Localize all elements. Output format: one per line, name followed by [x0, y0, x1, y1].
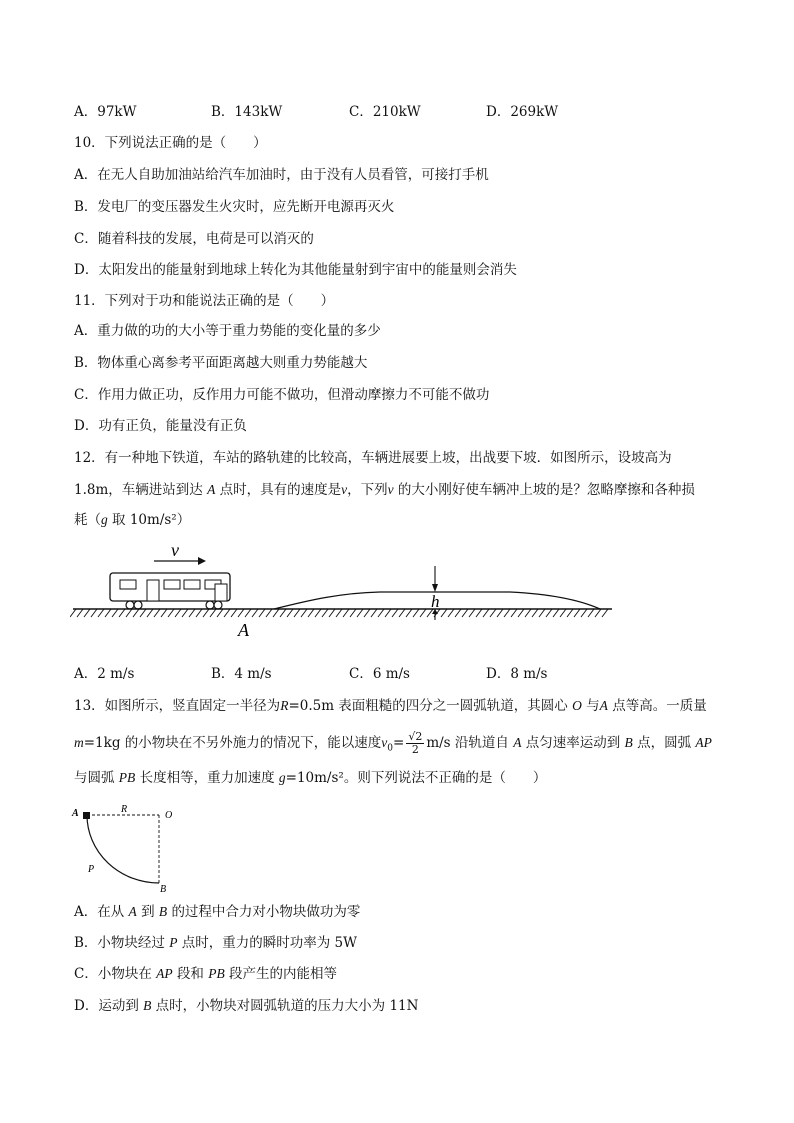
q12-stem-line1: 12．有一种地下铁道，车站的路轨建的比较高，车辆进展要上坡，出战要下坡．如图所示，设坡高为	[74, 450, 672, 466]
radius-label: R	[121, 804, 128, 815]
velocity-arrow-head	[198, 557, 206, 565]
speed-fraction: $\frac{√2}{2}$	[408, 730, 423, 756]
q13-stem-line2: m=1kg 的小物块在不另外施力的情况下，能以速度$v_0=$ $\frac{√2}{2}$ m/s 沿轨道自 A 点匀速率运动到 B 点，圆弧 AP	[74, 730, 712, 756]
q9-option-a: A．97kW	[74, 104, 137, 120]
height-label: h	[431, 592, 440, 611]
q12-option-a: A．2 m/s	[74, 666, 135, 682]
q9-option-d: D．269kW	[486, 104, 559, 120]
q13-arc-track-figure	[68, 800, 183, 895]
q10-option-c: C．随着科技的发展，电荷是可以消灭的	[74, 231, 314, 247]
q12-train-slope-figure	[70, 538, 615, 643]
q13-option-a: A．在从 A 到 B 的过程中合力对小物块做功为零	[74, 904, 361, 920]
center-o-label: O	[165, 810, 173, 821]
q12-option-c: C．6 m/s	[349, 666, 410, 682]
q11-option-b: B．物体重心离参考平面距离越大则重力势能越大	[74, 355, 368, 371]
q11-option-c: C．作用力做正功，反作用力可能不做功，但滑动摩擦力不可能不做功	[74, 387, 490, 403]
small-block	[83, 812, 90, 819]
quarter-arc-track	[87, 815, 159, 883]
q11-option-a: A．重力做的功的大小等于重力势能的变化量的多少	[74, 323, 381, 339]
q9-option-b: B．143kW	[211, 104, 283, 120]
q11-option-d: D．功有正负，能量没有正负	[74, 418, 247, 434]
point-a-label: A	[238, 620, 249, 640]
q13-stem-line1: 13．如图所示，竖直固定一半径为R=0.5m 表面粗糙的四分之一圆弧轨道，其圆心 O 与A 点等高。一质量	[74, 698, 707, 714]
q12-stem-line3: 耗（g 取 10m/s²）	[74, 512, 191, 528]
q13-option-b: B．小物块经过 P 点时，重力的瞬时功率为 5W	[74, 935, 358, 951]
q12-option-d: D．8 m/s	[486, 666, 548, 682]
q10-option-b: B．发电厂的变压器发生火灾时，应先断开电源再灭火	[74, 199, 395, 215]
point-p-label: P	[88, 864, 95, 875]
q10-stem: 10．下列说法正确的是（ ）	[74, 135, 267, 151]
q9-option-c: C．210kW	[349, 104, 421, 120]
q13-stem-line3: 与圆弧 PB 长度相等，重力加速度 g=10m/s²。则下列说法不正确的是（ ）	[74, 770, 547, 786]
velocity-label: v	[171, 540, 179, 560]
ground-hatching	[70, 609, 608, 617]
q10-option-d: D．太阳发出的能量射到地球上转化为其他能量射到宇宙中的能量则会消失	[74, 262, 517, 278]
q13-option-c: C．小物块在 AP 段和 PB 段产生的内能相等	[74, 966, 338, 982]
q12-option-b: B．4 m/s	[211, 666, 272, 682]
height-arrow-top-head	[432, 584, 438, 592]
q12-stem-line2: 1.8m，车辆进站到达 A 点时，具有的速度是v，下列v 的大小刚好使车辆冲上坡的是？忽略摩擦和各种损	[74, 482, 695, 498]
point-a-label: A	[72, 808, 79, 819]
q10-option-a: A．在无人自助加油站给汽车加油时，由于没有人员看管，可接打手机	[74, 167, 489, 183]
q11-stem: 11．下列对于功和能说法正确的是（ ）	[74, 293, 335, 309]
point-b-label: B	[160, 884, 167, 895]
q13-option-d: D．运动到 B 点时，小物块对圆弧轨道的压力大小为 11N	[74, 998, 419, 1014]
train-car	[110, 573, 230, 609]
